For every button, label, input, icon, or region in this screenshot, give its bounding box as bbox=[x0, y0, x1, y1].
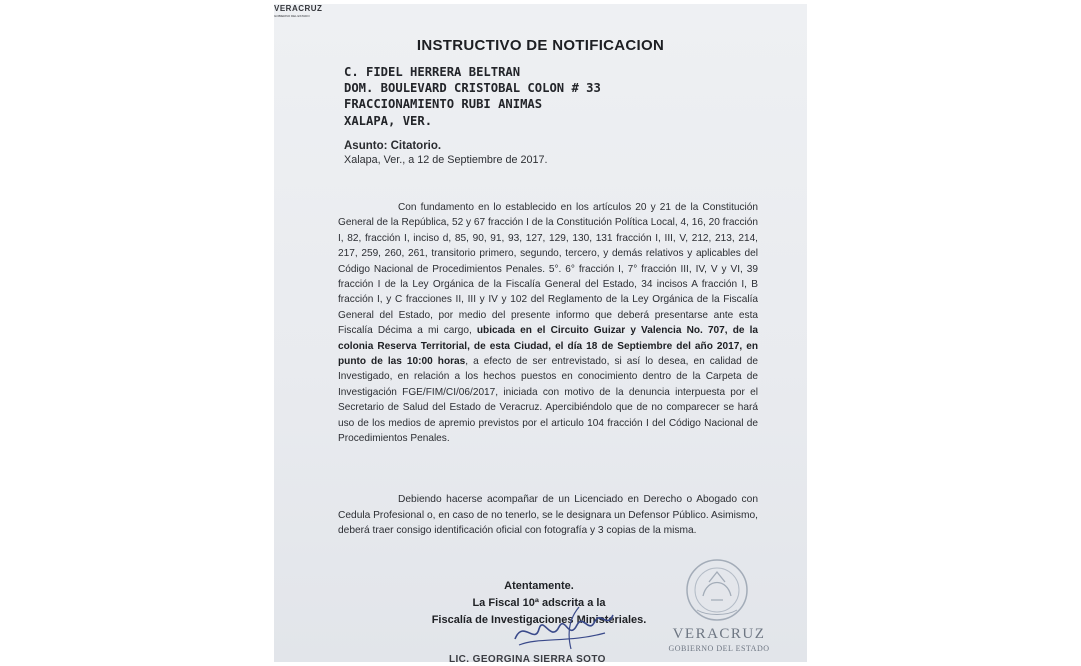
recipient-block bbox=[344, 64, 601, 129]
closing-regards: Atentamente. bbox=[504, 580, 574, 592]
stamp-main-text: VERACRUZ bbox=[672, 626, 766, 642]
recipient-neighborhood: FRACCIONAMIENTO RUBI ANIMAS bbox=[344, 97, 543, 112]
recipient-street: DOM. BOULEVARD CRISTOBAL COLON # 33 bbox=[344, 81, 601, 96]
body-p1-text-a: Con fundamento en lo establecido en los artículos 20 y 21 de la Constitución General de la República, 52 y 67 fracción I de la Constitución Política Local, 4, 16, 20 fracción I, 82, fracción I, inciso d, 85, 90, 91, 93, 127, 129, 130, 131 fracción I, III, V, 212, 213, 214, 217, 259, 260, 261, transitorio primero, segundo, tercero, y demás relativos y aplicables del Código Nacional de Procedimientos Penales. 5°. 6° fracción I, 7° fracción III, IV, V y VI, 39 fracción I de la Ley Orgánica de la Fiscalía General del Estado, 34 incisos A fracción I, B fracción I, y C fracciones II, III y IV y 102 del Reglamento de la Ley Orgánica de la Fiscalía General del Estado, por medio del presente informo que deberá presentarse ante esta Fiscalía Décima a mi cargo, bbox=[338, 202, 758, 337]
body-paragraph-2: Debiendo hacerse acompañar de un Licenciado en Derecho o Abogado con Cedula Profesional o, en caso de no tenerlo, se le designara un Defensor Público. Asimismo, deberá traer consigo identificación oficial con fotografía y 3 copias de la misma. bbox=[338, 494, 758, 536]
document-page bbox=[274, 4, 807, 662]
logo-text: VERACRUZ bbox=[274, 4, 323, 13]
handwritten-signature bbox=[509, 599, 619, 657]
stamp-sub-text: GOBIERNO DEL ESTADO bbox=[668, 644, 770, 653]
logo-subtext: GOBIERNO DEL ESTADO bbox=[274, 14, 310, 18]
veracruz-logo bbox=[274, 4, 322, 18]
document-title: INSTRUCTIVO DE NOTIFICACION bbox=[416, 37, 665, 54]
signer-name: LIC. GEORGINA SIERRA SOTO bbox=[449, 654, 606, 662]
date-line: Xalapa, Ver., a 12 de Septiembre de 2017. bbox=[344, 154, 548, 166]
body-p1-text-b: , a efecto de ser entrevistado, si así lo desea, en calidad de Investigado, en relación a los hechos puestos en conocimiento dentro de la Carpeta de Investigación FGE/FIM/CI/06/2017, iniciada con motivo de la denuncia interpuesta por el Secretario de Salud del Estado de Veracruz. Apercibiéndolo que de no comparecer se hará uso de los medios de apremio previstos por el articulo 104 fracción I del Código Nacional de Procedimientos Penales. bbox=[338, 356, 759, 445]
recipient-name: C. FIDEL HERRERA BELTRAN bbox=[344, 65, 521, 79]
closing-position: La Fiscal 10ª adscrita a la bbox=[472, 597, 606, 609]
stamp-text bbox=[667, 626, 771, 653]
recipient-city: XALAPA, VER. bbox=[344, 113, 433, 128]
body-paragraph-1 bbox=[338, 200, 758, 447]
body-p1-bold: ubicada en el Circuito Guizar y Valencia No. 707, de la colonia Reserva Territorial, de esta Ciudad, el día 18 de Septiembre del año 2017, en punto de las 10:00 horas bbox=[338, 325, 759, 368]
subject-line: Asunto: Citatorio. bbox=[344, 140, 442, 152]
closing-office: Fiscalía de Investigaciones Ministeriales. bbox=[431, 614, 647, 626]
